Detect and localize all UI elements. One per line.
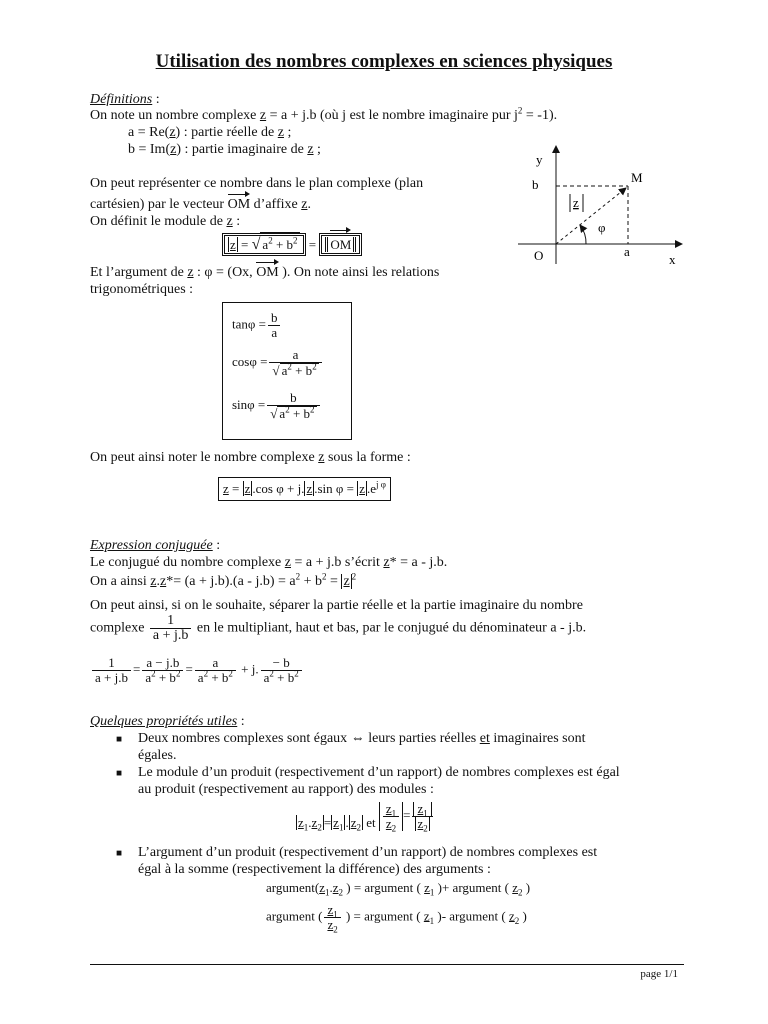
polar-form-formula: z = z .cos φ + j. z .sin φ = z $.e^{j \varphi}$ [218,477,391,501]
phi-label: φ [598,220,606,235]
page-number: page 1/1 [640,968,678,980]
module-properties-formula: $z_1.z_2 = z_1$ . $z_2$ et $\frac{z_1}{z_2}$ = $\frac{z_1}{z_2}$ [296,802,435,831]
form-line: On peut ainsi noter le nombre complexe z sous la forme : [90,450,411,465]
page-title: Utilisation des nombres complexes en sciences physiques [155,51,613,72]
trig-relations-box [222,302,352,440]
b-label: b [532,177,539,192]
conjugate-heading: Expression conjuguée : [90,538,221,553]
definition-line-2: a = Re(z) : partie réelle de z ; [128,125,292,140]
conjugate-equation: $\frac{1}{a + j.b}$ = $\frac{a - j.b}{a^2 + b^2}$ = $\frac{a}{a^2 + b^2}$ + j. $\frac{- b}{a^2 + b^2}$ [90,656,304,685]
property-2-line-2: au produit (respectivement au rapport) des modules : [138,782,434,797]
argument-line-2: trigonométriques : [90,282,194,297]
property-1-line-1: Deux nombres complexes sont égaux ⇔ leurs parties réelles et imaginaires sont [138,731,586,746]
property-1-line-2: égales. [138,748,177,763]
cos-relation: cosφ = $\frac{a}{√ a^2 + b^2}$ [232,348,324,378]
y-axis-label: y [536,152,543,167]
definition-line-3: b = Im(z) : partie imaginaire de z ; [128,142,321,157]
phi-arc [580,225,586,244]
origin-label: O [534,248,544,263]
bullet-3: ■ [116,848,123,859]
properties-heading: Quelques propriétés utiles : [90,714,245,729]
property-3-line-1: L’argument d’un produit (respectivement d’un rapport) de nombres complexes est [138,845,598,860]
argument-ratio-formula: argument ( $\frac{z_1}{z_2}$ ) = argument ( $z_1$ )- argument ( $z_2$ ) [266,902,527,935]
conjugate-line-1: Le conjugué du nombre complexe z = a + j.b s’écrit z* = a - j.b. [90,555,448,570]
footer-rule [90,964,684,965]
om-vector [556,188,626,244]
property-3-line-2: égal à la somme (respectivement la différence) des arguments : [138,862,491,877]
definitions-heading: Définitions : [90,92,160,107]
module-line: On définit le module de z : [90,214,241,229]
bullet-1: ■ [116,734,123,745]
m-point-label: M [631,170,643,185]
complex-plane-diagram [512,140,692,270]
conjugate-line-2: On a ainsi $z.z*= (a + j.b).(a - j.b) = a^2 + b^2 = z$ $^2$ [90,571,357,589]
module-formula: z = √ $a^2 + b^2$ = OM [222,232,362,256]
x-axis-label: x [669,252,676,267]
conjugate-line-4: complexe $\frac{1}{a + j.b}$ en le multipliant, haut et bas, par le conjugué du dénominateur a - j.b. [90,613,587,643]
argument-product-formula: $argument(z_1.z_2$ ) = argument ( $z_1$ )+ argument ( $z_2$ ) [266,880,531,898]
bullet-2: ■ [116,768,123,779]
plane-line-2: cartésien) par le vecteur OM d’affixe z. [90,197,311,212]
sin-relation: sinφ = $\frac{b}{√ a^2 + b^2}$ [232,391,322,421]
argument-line-1: Et l’argument de z : φ = (Ox, OM ). On note ainsi les relations [90,265,440,280]
tan-relation: tanφ = $\frac{b}{a}$ [232,311,282,340]
property-2-line-1: Le module d’un produit (respectivement d’un rapport) de nombres complexes est égal [138,765,620,780]
a-label: a [624,244,630,259]
definition-line-1: On note un nombre complexe z = a + j.b (où j est le nombre imaginaire pur $j^2 = -1$). [90,105,558,123]
plane-line-1: On peut représenter ce nombre dans le plan complexe (plan [90,176,424,191]
conjugate-line-3: On peut ainsi, si on le souhaite, séparer la partie réelle et la partie imaginaire du nombre [90,598,583,613]
modulus-label: z [573,195,579,210]
